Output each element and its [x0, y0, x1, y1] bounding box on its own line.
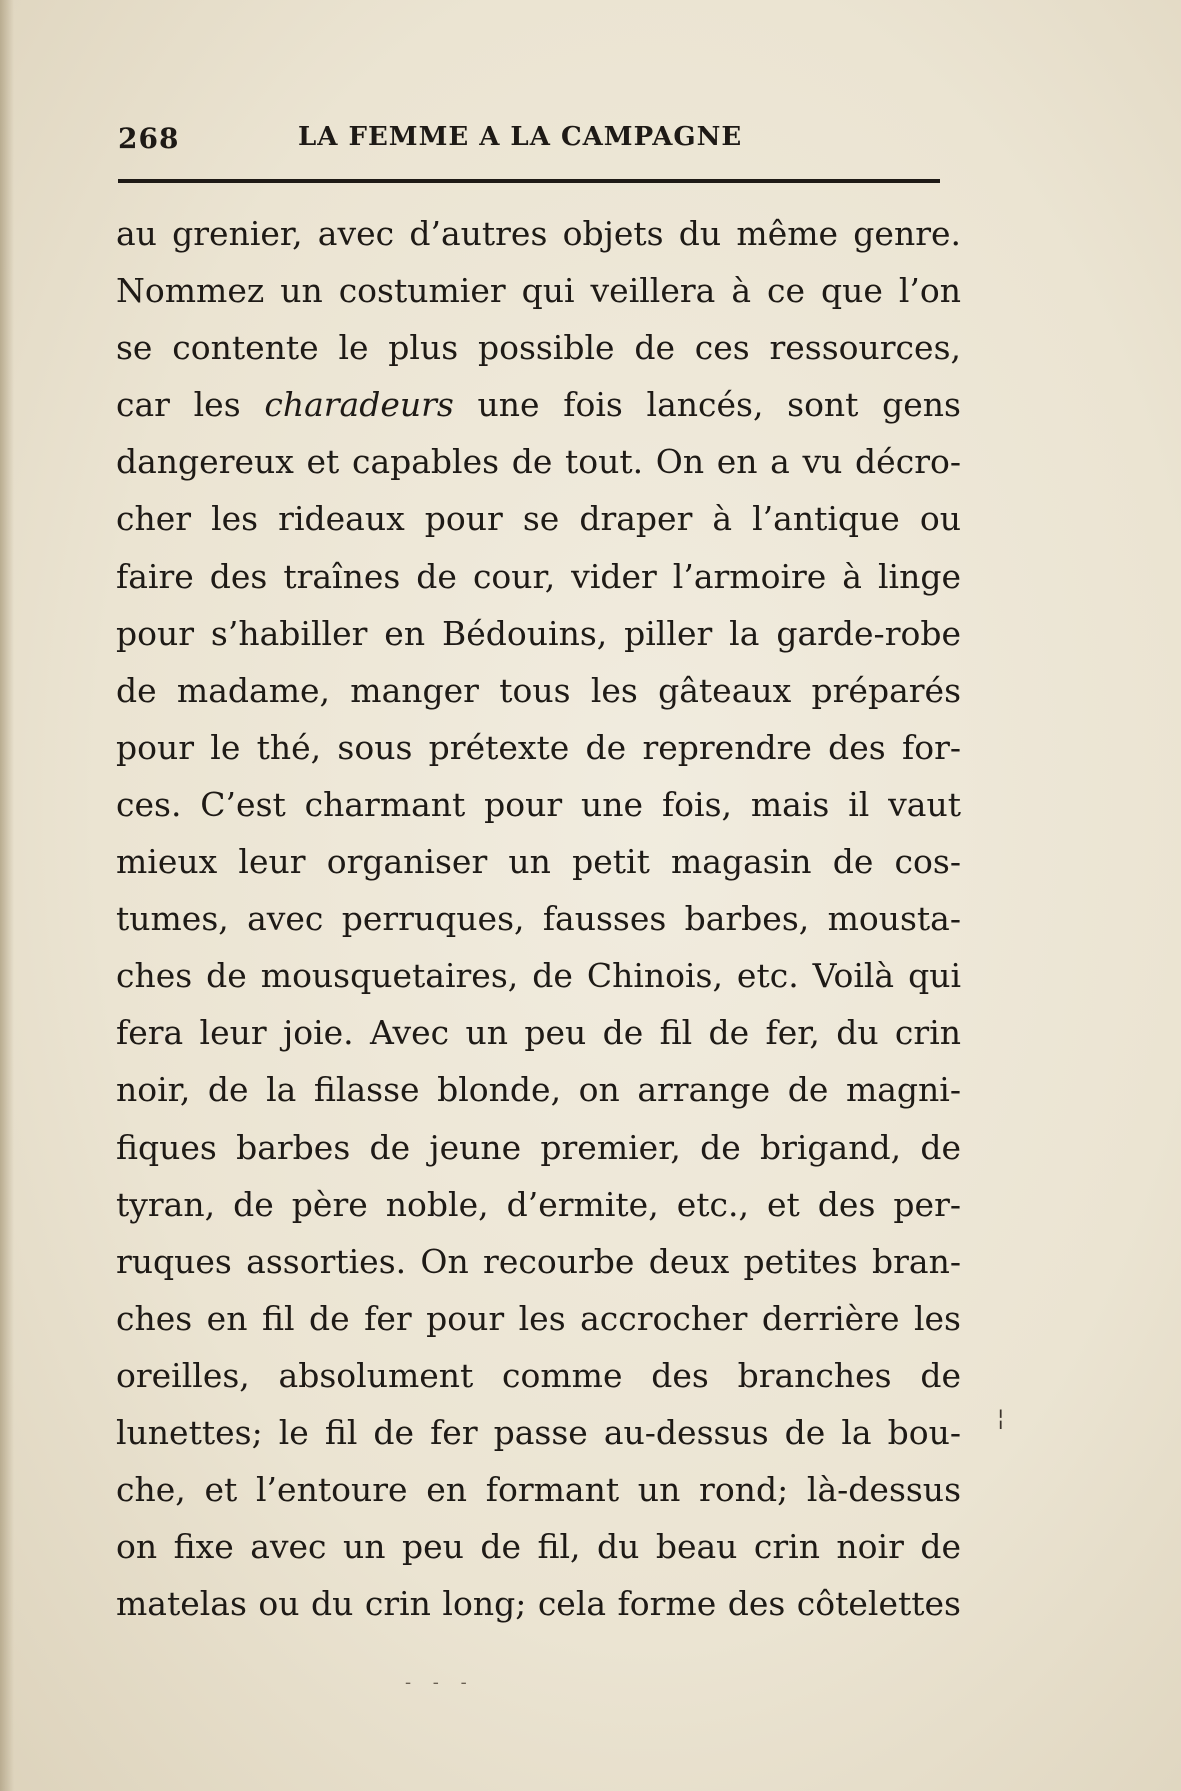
text-line: lunettes; le fil de fer passe au-dessus de la bou-: [116, 1412, 961, 1452]
text-line: oreilles, absolument comme des branches de: [116, 1355, 961, 1395]
text-line: [116, 376, 961, 433]
text-line: au grenier, avec d’autres objets du même genre.: [116, 214, 961, 253]
text-line: on fixe avec un peu de fil, du beau crin noir de: [116, 1527, 961, 1567]
header-rule: [118, 179, 940, 183]
text-line: faire des traînes de cour, vider l’armoire à linge: [116, 556, 961, 596]
text-line: tyran, de père noble, d’ermite, etc., et des per-: [116, 1184, 961, 1224]
text-line: cher les rideaux pour se draper à l’antique ou: [116, 499, 961, 539]
text-line: Nommez un costumier qui veillera à ce que l’on: [116, 271, 961, 311]
text-line: de madame, manger tous les gâteaux préparés: [116, 670, 961, 710]
text-segment: une fois lancés, sont gens: [477, 385, 961, 425]
text-line: matelas ou du crin long; cela forme des côtelettes: [116, 1584, 961, 1624]
text-segment: car les: [116, 385, 241, 425]
text-line: fera leur joie. Avec un peu de fil de fer, du crin: [116, 1013, 961, 1053]
page-gutter-shadow: [0, 0, 14, 1791]
italic-word: charadeurs: [264, 385, 454, 425]
margin-mark: ¦: [997, 1406, 1005, 1431]
text-line: dangereux et capables de tout. On en a vu décro-: [116, 442, 961, 482]
text-line: pour s’habiller en Bédouins, piller la garde-robe: [116, 613, 961, 653]
text-line: che, et l’entoure en formant un rond; là-dessus: [116, 1470, 961, 1510]
text-line: tumes, avec perruques, fausses barbes, mousta-: [116, 899, 961, 939]
page-header: [118, 118, 940, 158]
text-line: se contente le plus possible de ces ressources,: [116, 328, 961, 368]
running-head: LA FEMME A LA CAMPAGNE: [298, 122, 743, 152]
text-line: ches en fil de fer pour les accrocher derrière les: [116, 1298, 961, 1338]
text-line: ces. C’est charmant pour une fois, mais il vaut: [116, 784, 961, 824]
text-line: fiques barbes de jeune premier, de brigand, de: [116, 1127, 961, 1167]
text-line: ches de mousquetaires, de Chinois, etc. Voilà qui: [116, 956, 961, 996]
text-line: ruques assorties. On recourbe deux petites bran-: [116, 1241, 961, 1281]
footer-marks: - - -: [405, 1672, 475, 1693]
page-number: 268: [118, 122, 180, 155]
text-line: mieux leur organiser un petit magasin de cos-: [116, 842, 961, 882]
body-text: [116, 205, 961, 1632]
text-line: noir, de la filasse blonde, on arrange de magni-: [116, 1070, 961, 1110]
text-line: pour le thé, sous prétexte de reprendre des for-: [116, 727, 961, 767]
